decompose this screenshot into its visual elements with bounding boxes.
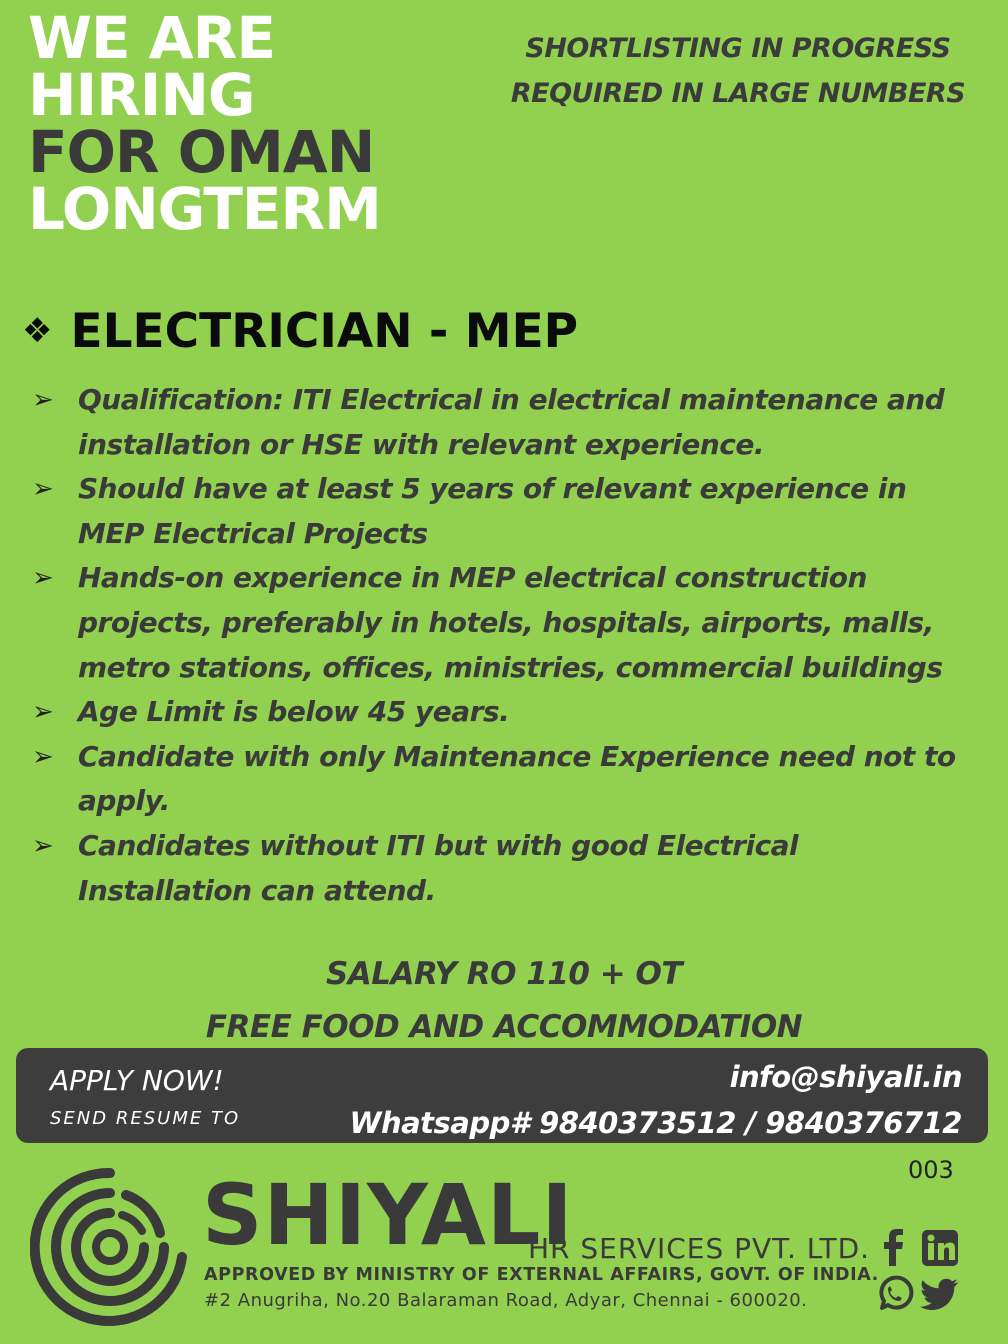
arrow-bullet-icon: ➢: [32, 563, 54, 594]
status-block: [488, 26, 988, 116]
list-item: [28, 824, 968, 913]
arrow-bullet-icon: ➢: [32, 741, 54, 772]
send-resume-label: SEND RESUME TO: [50, 1108, 241, 1129]
whatsapp-numbers[interactable]: Whatsapp# 9840373512 / 9840376712: [349, 1106, 962, 1140]
requirement-text: Age Limit is below 45 years.: [78, 695, 510, 729]
list-item: [28, 467, 968, 556]
company-approval: APPROVED BY MINISTRY OF EXTERNAL AFFAIRS, GOVT. OF INDIA.: [204, 1265, 879, 1285]
contact-block: [349, 1054, 962, 1146]
linkedin-icon[interactable]: [920, 1228, 960, 1268]
company-address: #2 Anugriha, No.20 Balaraman Road, Adyar, Chennai - 600020.: [204, 1290, 808, 1311]
benefits-block: [0, 948, 1008, 1054]
list-item: [28, 735, 968, 824]
list-item: [28, 690, 968, 735]
headline-line-4: LONGTERM: [28, 175, 381, 243]
requirement-text: Candidates without ITI but with good Electrical Installation can attend.: [78, 828, 799, 907]
arrow-bullet-icon: ➢: [32, 830, 54, 861]
facebook-icon[interactable]: [874, 1228, 914, 1268]
headline: [28, 4, 381, 243]
job-title: [22, 304, 578, 359]
job-title-text: ELECTRICIAN - MEP: [70, 304, 579, 359]
list-item: [28, 378, 968, 467]
arrow-bullet-icon: ➢: [32, 697, 54, 728]
twitter-icon[interactable]: [920, 1276, 960, 1312]
apply-now-label: APPLY NOW!: [50, 1064, 224, 1097]
requirement-text: Candidate with only Maintenance Experience need not to apply.: [78, 739, 956, 818]
requirements-list: [28, 378, 968, 913]
company-name: SHIYALI: [202, 1166, 574, 1264]
reference-code: 003: [908, 1156, 954, 1184]
list-item: [28, 556, 968, 690]
company-suffix: HR SERVICES PVT. LTD.: [528, 1232, 871, 1265]
whatsapp-icon[interactable]: [874, 1274, 914, 1314]
arrow-bullet-icon: ➢: [32, 385, 54, 415]
arrow-bullet-icon: ➢: [32, 474, 54, 505]
requirement-text: Qualification: ITI Electrical in electrical maintenance and installation or HSE with relevant experience.: [78, 383, 945, 461]
headline-line-3: FOR OMAN: [28, 118, 375, 186]
status-line-1: SHORTLISTING IN PROGRESS: [525, 33, 951, 64]
salary-text: SALARY RO 110 + OT: [325, 956, 683, 992]
headline-line-1: WE ARE: [28, 4, 275, 72]
requirement-text: Hands-on experience in MEP electrical construction projects, preferably in hotels, hospitals, airports, malls, metro stations, offices, ministries, commercial buildings: [78, 561, 943, 684]
headline-line-2: HIRING: [28, 61, 255, 129]
requirement-text: Should have at least 5 years of relevant experience in MEP Electrical Projects: [78, 472, 907, 550]
diamond-bullet-icon: ❖: [22, 311, 53, 351]
email-link[interactable]: info@shiyali.in: [729, 1060, 962, 1094]
perks-text: FREE FOOD AND ACCOMMODATION: [205, 1009, 803, 1045]
status-line-2: REQUIRED IN LARGE NUMBERS: [510, 78, 966, 109]
shiyali-spiral-logo-icon: [30, 1165, 190, 1335]
